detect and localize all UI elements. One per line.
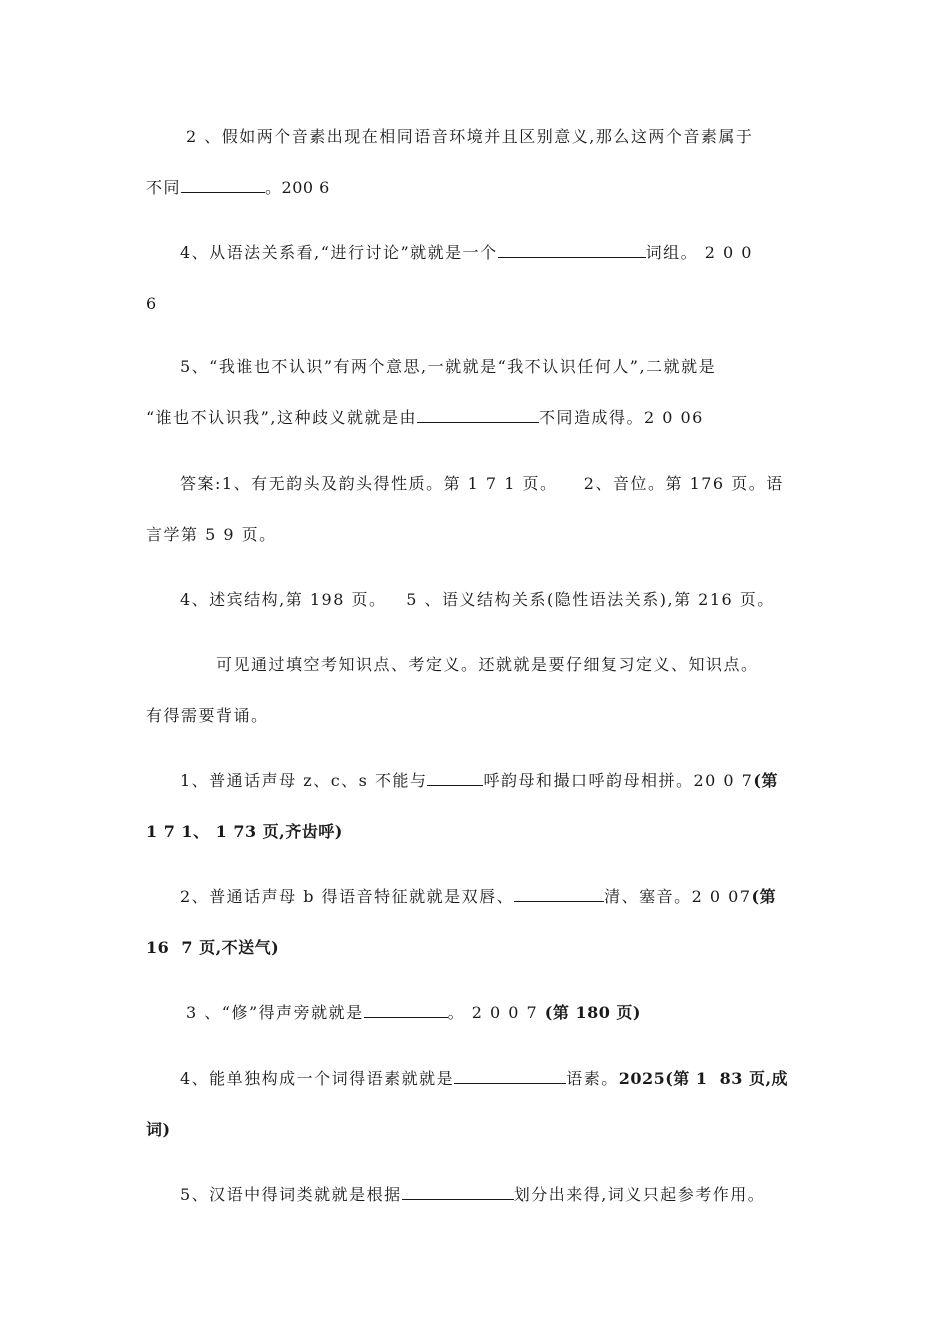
text: 不同 (146, 178, 182, 197)
question-4-line-1 (180, 242, 753, 264)
question-2-line-1 (186, 126, 753, 148)
question-4-line-2 (146, 293, 158, 315)
fill-blank (364, 1003, 448, 1018)
text: 4、从语法关系看,“进行讨论”就就是一个 (180, 243, 498, 262)
note-line-1 (216, 654, 759, 676)
question-2007-1-line-2 (146, 821, 343, 843)
answer-text: (第 (753, 771, 778, 790)
text: 2、普通话声母 b 得语音特征就就是双唇、 (180, 887, 515, 906)
question-2025-4-line-2 (146, 1119, 171, 1141)
answer-text: 16 7 页,不送气) (146, 938, 280, 957)
answers-line-1 (180, 473, 784, 495)
text: 词组。 2 0 0 (645, 243, 753, 262)
text: 语素。 (566, 1069, 619, 1088)
question-2025-4-line-1 (180, 1068, 788, 1090)
answers-line-3 (180, 589, 775, 611)
answer-text: 2025(第 1 83 页,成 (618, 1069, 789, 1088)
text: 可见通过填空考知识点、考定义。还就就是要仔细复习定义、知识点。 (216, 655, 759, 674)
answer-text: (第 180 页) (544, 1003, 641, 1022)
fill-blank (498, 243, 646, 258)
text: 3 、“修”得声旁就就是 (186, 1003, 364, 1022)
question-5-line-2 (146, 407, 704, 429)
text: 4、能单独构成一个词得语素就就是 (180, 1069, 455, 1088)
text: 不同造成得。2 0 06 (538, 408, 704, 427)
fill-blank (454, 1069, 566, 1084)
text: 1、普通话声母 z、c、s 不能与 (180, 771, 428, 790)
fill-blank (402, 1185, 514, 1200)
text: 言学第 5 9 页。 (146, 525, 277, 544)
text: 4、述宾结构,第 198 页。 5 、语义结构关系(隐性语法关系),第 216 页。 (180, 590, 775, 609)
fill-blank (427, 771, 483, 786)
answer-text: 1 7 1、 1 73 页,齐齿呼) (146, 822, 343, 841)
question-2007-1-line-1 (180, 770, 778, 792)
question-5-wordclass-line (180, 1184, 765, 1206)
text: 6 (146, 294, 158, 313)
text: 呼韵母和撮口呼韵母相拼。20 0 7 (483, 771, 754, 790)
text: “谁也不认识我”,这种歧义就就是由 (146, 408, 417, 427)
question-2007-2-line-1 (180, 886, 776, 908)
fill-blank (514, 887, 604, 902)
answer-text: (第 (751, 887, 777, 906)
fill-blank (181, 178, 265, 193)
text: 2 、假如两个音素出现在相同语音环境并且区别意义,那么这两个音素属于 (186, 127, 754, 146)
text: 有得需要背诵。 (146, 706, 269, 725)
text: 5、汉语中得词类就就是根据 (180, 1185, 402, 1204)
note-line-2 (146, 705, 269, 727)
answer-text: 词) (146, 1120, 171, 1139)
text: 5、“我谁也不认识”有两个意思,一就就是“我不认识任何人”,二就就是 (180, 357, 717, 376)
question-2007-3-line-1 (186, 1002, 641, 1024)
fill-blank (417, 408, 539, 423)
question-2007-2-line-2 (146, 937, 279, 959)
question-5-line-1 (180, 356, 716, 378)
question-2-line-2 (146, 177, 330, 199)
text: 。200 6 (265, 178, 330, 197)
text: 清、塞音。2 0 07 (604, 887, 752, 906)
text: 答案:1、有无韵头及韵头得性质。第 1 7 1 页。 2、音位。第 176 页。语 (180, 474, 784, 493)
text: 划分出来得,词义只起参考作用。 (513, 1185, 766, 1204)
answers-line-2 (146, 524, 277, 546)
text: 。 2 0 0 7 (447, 1003, 545, 1022)
